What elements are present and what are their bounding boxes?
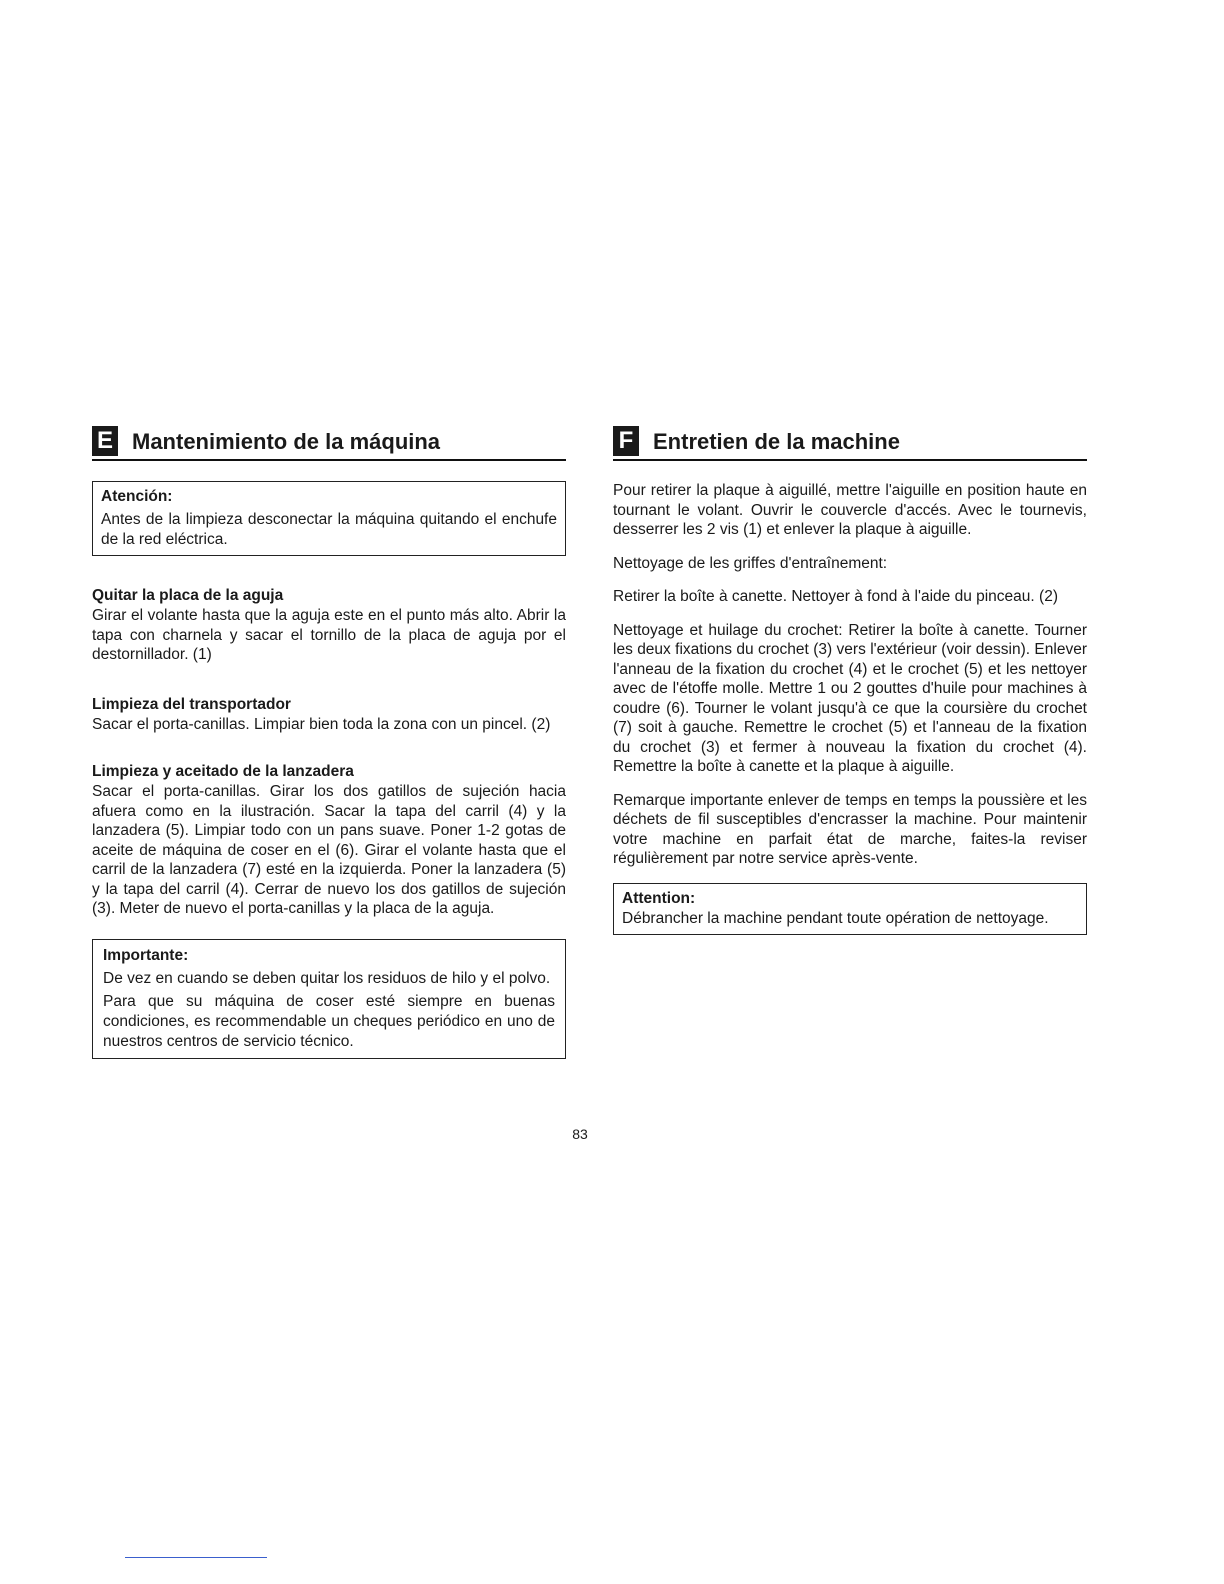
- french-section-title: Entretien de la machine: [653, 429, 900, 454]
- french-paragraph: Retirer la boîte à canette. Nettoyer à fond à l'aide du pinceau. (2): [613, 588, 1058, 605]
- french-section-header: [613, 425, 1087, 461]
- section-heading: Limpieza y aceitado de la lanzadera: [92, 763, 354, 780]
- footer-rule: [125, 1557, 267, 1558]
- french-attention-box: [613, 883, 1087, 935]
- attention-box-title: Atención:: [101, 488, 173, 505]
- important-box-text-2: Para que su máquina de coser esté siempre en buenas condiciones, es recommendable un cheques periódico en uno de nuestros centros de servicio técnico.: [103, 992, 555, 1050]
- spanish-attention-box: [92, 481, 566, 556]
- important-box-title: Importante:: [103, 946, 189, 964]
- spanish-section: [92, 425, 566, 1059]
- attention-box-title: Attention:: [622, 889, 696, 907]
- french-section: [613, 425, 1087, 935]
- french-paragraph: Remarque importante enlever de temps en temps la poussière et les déchets de fil susceptibles d'encrasser la machine. Pour maintenir votre machine en parfait état de marche, faites-la reviser régulièrement par notre service après-vente.: [613, 791, 1087, 867]
- section-remove-needle-plate: [92, 586, 566, 665]
- language-badge-f: F: [613, 426, 639, 456]
- section-heading: Limpieza del transportador: [92, 695, 291, 713]
- section-clean-feed-dogs: [92, 695, 566, 735]
- attention-box-text: Débrancher la machine pendant toute opération de nettoyage.: [622, 909, 1049, 927]
- french-paragraph: Nettoyage et huilage du crochet: Retirer la boîte à canette. Tourner les deux fixations du crochet (3) vers l'extérieur (voir dessin). Enlever l'anneau de la fixation du crochet (4) et le crochet (5) et les nettoyer avec de l'étoffe molle. Mettre 1 ou 2 gouttes d'huile pour machines à coudre (6). Tourner le volant jusqu'à ce que la coursière du crochet (7) soit à gauche. Remettre le crochet (5) et l'anneau de la fixation du crochet (3) et fermer à nouveau la fixation du crochet (4). Remettre la boîte à canette et la plaque à aiguille.: [613, 621, 1087, 775]
- language-badge-e: E: [92, 426, 118, 456]
- section-heading: Quitar la placa de la aguja: [92, 587, 284, 604]
- french-paragraph: Pour retirer la plaque à aiguillé, mettre l'aiguille en position haute en tournant le volant. Ouvrir le couvercle d'accés. Avec le tournevis, desserrer les 2 vis (1) et enlever la plaque à aiguille.: [613, 482, 1087, 538]
- spanish-section-header: [92, 425, 566, 461]
- page-number: 83: [572, 1126, 588, 1142]
- spanish-section-title: Mantenimiento de la máquina: [132, 429, 441, 454]
- spanish-important-box: [92, 939, 566, 1059]
- important-box-text-1: De vez en cuando se deben quitar los residuos de hilo y el polvo.: [103, 969, 551, 987]
- attention-box-text: Antes de la limpieza desconectar la máquina quitando el enchufe de la red eléctrica.: [101, 511, 557, 548]
- french-paragraph: Nettoyage de les griffes d'entraînement:: [613, 554, 888, 572]
- section-clean-oil-hook: [92, 762, 566, 919]
- section-text: Girar el volante hasta que la aguja este en el punto más alto. Abrir la tapa con charnela y sacar el tornillo de la placa de aguja por el destornillador. (1): [92, 607, 566, 663]
- section-text: Sacar el porta-canillas. Limpiar bien toda la zona con un pincel. (2): [92, 715, 551, 733]
- section-text: Sacar el porta-canillas. Girar los dos gatillos de sujeción hacia afuera como en la ilustración. Sacar la tapa del carril (4) y la lanzadera (5). Limpiar todo con un pans suave. Poner 1-2 gotas de aceite de máquina de coser en el (6). Girar el volante hasta que el carril de la lanzadera (7) esté en la izquierda. Poner la lanzadera (5) y la tapa del carril (4). Cerrar de nuevo los dos gatillos de sujeción (3). Meter de nuevo el porta-canillas y la placa de la aguja.: [92, 783, 566, 917]
